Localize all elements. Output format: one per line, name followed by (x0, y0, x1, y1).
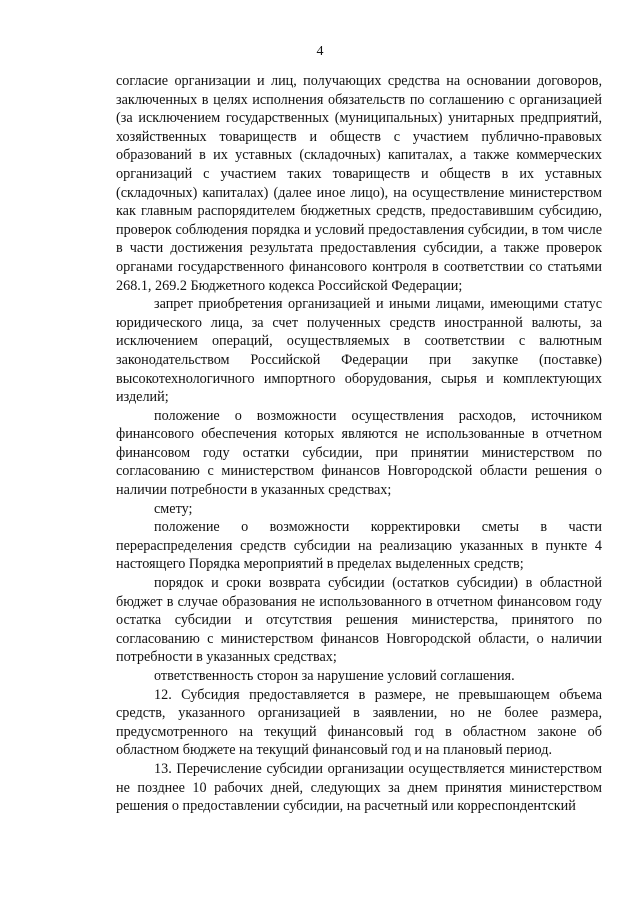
paragraph: положение о возможности корректировки сметы в части перераспределения средств субсидии на реализацию указанных в пункте 4 настоящего Порядка мероприятий в пределах выделенных средств; (116, 519, 602, 573)
paragraph: 12. Субсидия предоставляется в размере, не превышающем объема средств, указанного организацией в заявлении, но не более размера, предусмотренного на текущий финансовый год в областном законе об областном бюджете на текущий финансовый год и на плановый период. (116, 686, 602, 759)
paragraph: согласие организации и лиц, получающих средства на основании договоров, заключенных в целях исполнения обязательств по соглашению с организацией (за исключением государственных (муниципальных) унитарных предприятий, хозяйственных товариществ и обществ с участием публично-правовых образований в их уставных (складочных) капиталах, а также коммерческих организаций с участием таких товариществ и обществ в их уставных (складочных) капиталах) (далее иное лицо), на осуществление министерством как главным распорядителем бюджетных средств, предоставившим субсидию, проверок соблюдения порядка и условий предоставления субсидии, в том числе в части достижения результата предоставления субсидии, а также проверок органами государственного финансового контроля в соответствии со статьями 268.1, 269.2 Бюджетного кодекса Российской Федерации; (116, 73, 602, 294)
paragraph: ответственность сторон за нарушение условий соглашения. (154, 668, 515, 684)
paragraph: запрет приобретения организацией и иными лицами, имеющими статус юридического лица, за счет полученных средств иностранной валюты, за исключением операций, осуществляемых в соответствии с валютным законодательством Российской Федерации при закупке (поставке) высокотехнологичного импортного оборудования, сырья и комплектующих изделий; (116, 296, 602, 406)
document-body (116, 72, 602, 816)
paragraph: порядок и сроки возврата субсидии (остатков субсидии) в областной бюджет в случае образования не использованного в отчетном финансовом году остатка субсидии и отсутствия решения министерства, принятого по согласованию с министерством финансов Новгородской области, о наличии потребности в указанных средствах; (116, 575, 602, 666)
paragraph: смету; (154, 500, 193, 517)
page-number: 4 (316, 44, 324, 59)
paragraph: 13. Перечисление субсидии организации осуществляется министерством не позднее 10 рабочих дней, следующих за днем принятия министерством решения о предоставлении субсидии, на расчетный или корреспондентский (116, 760, 602, 815)
paragraph: положение о возможности осуществления расходов, источником финансового обеспечения которых являются не использованные в отчетном финансовом году остатки субсидии, при принятии министерством по согласованию с министерством финансов Новгородской области решения о наличии потребности в указанных средствах; (116, 407, 602, 499)
